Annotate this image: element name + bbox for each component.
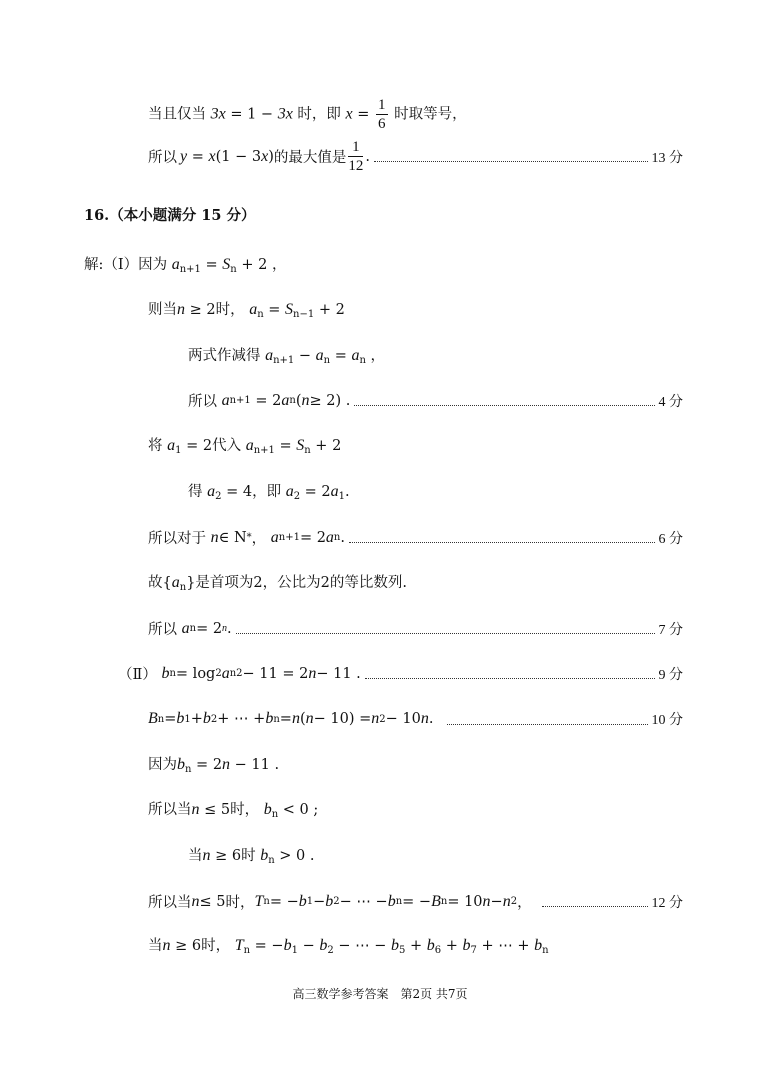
line-n-ge-2: 则当n ≥ 2时， $a_n = S_{n-1} + 2$ — [148, 301, 345, 320]
line-max-value: 所以 y = x (1 − 3 x ) 的最大值是 $\frac{1}{12}$ . 13 分 — [148, 139, 683, 174]
line-because-bn: 因为$b_n = 2n - 11$ . — [148, 756, 280, 775]
page-footer: 高三数学参考答案 第2页 共7页 — [292, 987, 468, 1001]
line-part-two-bn: （Ⅱ） b n = log 2 a n 2 − 11 = 2 n − 11 . 9 分 — [118, 664, 683, 683]
score-mark: 13 分 — [651, 150, 683, 166]
line-Tn-case1: 所以当 n ≤ 5 时， T n = − b 1 − b 2 − ⋯ − b n = − B n = 10 n − n 2 ， 12 分 — [148, 892, 683, 911]
line-n-le-5: 所以当n ≤ 5时， $b_n < 0$ ; — [148, 801, 319, 820]
line-substitute: 将 $a_1 = 2$代入 $a_{n+1} = S_n + 2$ — [148, 437, 342, 456]
line-Tn-case2: 当n ≥ 6时， $T_n = -b_1 - b_2$ − ⋯ − $b_5 + b_6 + b_7$ + ⋯ + $b_n$ — [148, 937, 549, 956]
eq-3x: 3x — [210, 105, 226, 123]
line-all-n: 所以对于 n ∈ N * ， a n+1 = 2 a n . 6 分 — [148, 528, 683, 547]
line-geometric: 故$\{a_n\}$是首项为2，公比为2的等比数列. — [148, 574, 407, 593]
fraction-one-sixth: $\frac{1}{6}$ — [378, 97, 386, 132]
line-a2: 得 $a_2 = 4$，即 $a_2 = 2a_1$. — [188, 483, 350, 502]
fraction-one-twelfth: $\frac{1}{12}$ — [348, 139, 364, 174]
line-equality-condition: 当且仅当 3x = 1 − 3x 时，即 x = $\frac{1}{6}$ 时取等号， — [148, 97, 467, 132]
line-subtract: 两式作减得 $a_{n+1} - a_n = a_n$ ， — [188, 347, 386, 366]
line-recurrence: 所以 a n+1 = 2 a n ( n ≥ 2) . 4 分 — [188, 391, 683, 410]
section-title: 16.（本小题满分 15 分） — [84, 207, 256, 224]
line-given: 解:（Ⅰ）因为 $a_{n+1} = S_n + 2$ ， — [84, 256, 287, 275]
line-Bn-sum: B n = b 1 + b 2 + ⋯ + b n = n ( n − 10) = n 2 − 10 n . 10 分 — [148, 710, 683, 728]
dot-leader — [374, 161, 648, 162]
line-n-ge-6: 当n ≥ 6时 $b_n > 0$ . — [188, 847, 315, 866]
line-an-formula: 所以 a n = 2 n . 7 分 — [148, 619, 683, 638]
